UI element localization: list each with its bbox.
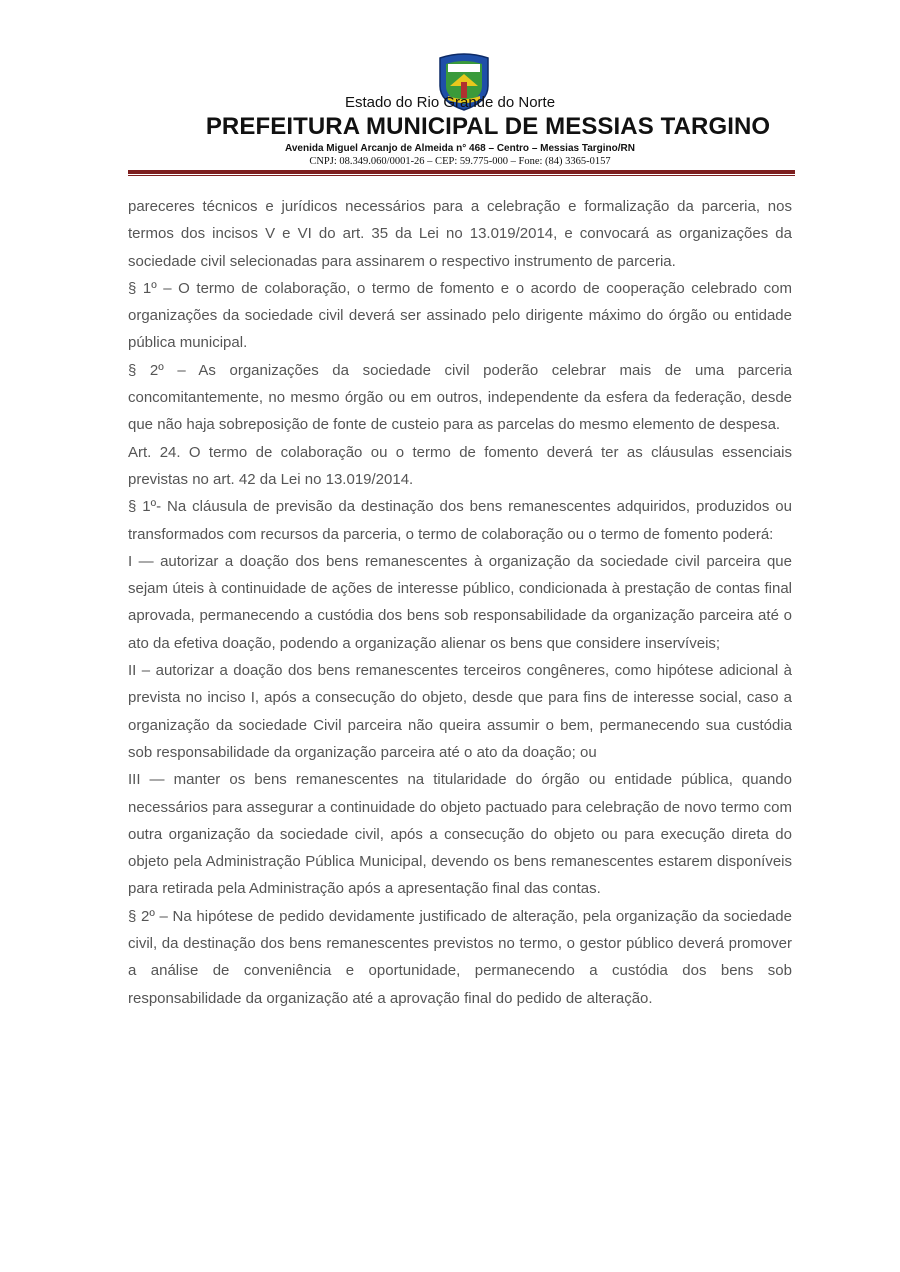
header-rule-thick xyxy=(128,170,795,174)
paragraph-art24-par1: § 1º- Na cláusula de previsão da destinação dos bens remanescentes adquiridos, produzidos ou transformados com recursos da parceria, o termo de colaboração ou o termo de fomento poderá: xyxy=(128,498,792,543)
header-rule-thin xyxy=(128,175,795,176)
paragraph-inciso-iii: III — manter os bens remanescentes na titularidade do órgão ou entidade pública, quando necessários para assegurar a continuidade do objeto pactuado para celebração de novo termo com outra organização da sociedade civil, após a consecução do objeto ou para execução direta do objeto pela Administração Pública Municipal, devendo os bens remanescentes estarem disponíveis para retirada pela Administração após a apresentação final das contas. xyxy=(128,771,792,898)
letterhead xyxy=(0,0,900,180)
address-line: Avenida Miguel Arcanjo de Almeida n° 468 – Centro – Messias Targino/RN xyxy=(284,143,635,154)
paragraph-continuation: pareceres técnicos e jurídicos necessários para a celebração e formalização da parceria, nos termos dos incisos V e VI do art. 35 da Lei no 13.019/2014, e convocará as organizações da sociedade civil selecionadas para assinarem o respectivo instrumento de parceria. xyxy=(128,198,792,270)
paragraph-art24: Art. 24. O termo de colaboração ou o termo de fomento deverá ter as cláusulas essenciais previstas no art. 42 da Lei no 13.019/2014. xyxy=(128,443,792,488)
paragraph-inciso-i: I — autorizar a doação dos bens remanescentes à organização da sociedade civil parceira que sejam úteis à continuidade de ações de interesse público, condicionada à prestação de contas final aprovada, permanecendo a custódia dos bens sob responsabilidade da organização parceira até o ato da efetiva doação, podendo a organização alienar os bens que considere inservíveis; xyxy=(128,552,792,652)
paragraph-art24-par2: § 2º – Na hipótese de pedido devidamente justificado de alteração, pela organização da sociedade civil, da destinação dos bens remanescentes previstos no termo, o gestor público deverá promover a análise de conveniência e oportunidade, permanecendo a custódia dos bens sob responsabilidade da organização até a aprovação final do pedido de alteração. xyxy=(128,907,792,1007)
paragraph-par1-signature: § 1º – O termo de colaboração, o termo de fomento e o acordo de cooperação celebrado com organizações da sociedade civil deverá ser assinado pelo dirigente máximo do órgão ou entidade pública municipal. xyxy=(128,279,792,352)
paragraph-par2-multiple-partnerships: § 2º – As organizações da sociedade civil poderão celebrar mais de uma parceria concomitantemente, no mesmo órgão ou em outros, independente da esfera da federação, desde que não haja sobreposição de fonte de custeio para as parcelas do mesmo elemento de despesa. xyxy=(128,361,792,434)
paragraph-inciso-ii: II – autorizar a doação dos bens remanescentes terceiros congêneres, como hipótese adicional à prevista no inciso I, após a consecução do objeto, desde que para fins de interesse social, caso a organização da sociedade Civil parceira não queira assumir o bem, permanecendo sua custódia sob responsabilidade da organização parceira até o ato da doação; ou xyxy=(128,662,792,761)
cnpj-line: CNPJ: 08.349.060/0001-26 – CEP: 59.775-000 – Fone: (84) 3365-0157 xyxy=(309,156,611,167)
document-body xyxy=(128,193,792,1012)
state-name: Estado do Rio Grande do Norte xyxy=(344,94,556,111)
municipality-title: PREFEITURA MUNICIPAL DE MESSIAS TARGINO xyxy=(205,113,771,140)
